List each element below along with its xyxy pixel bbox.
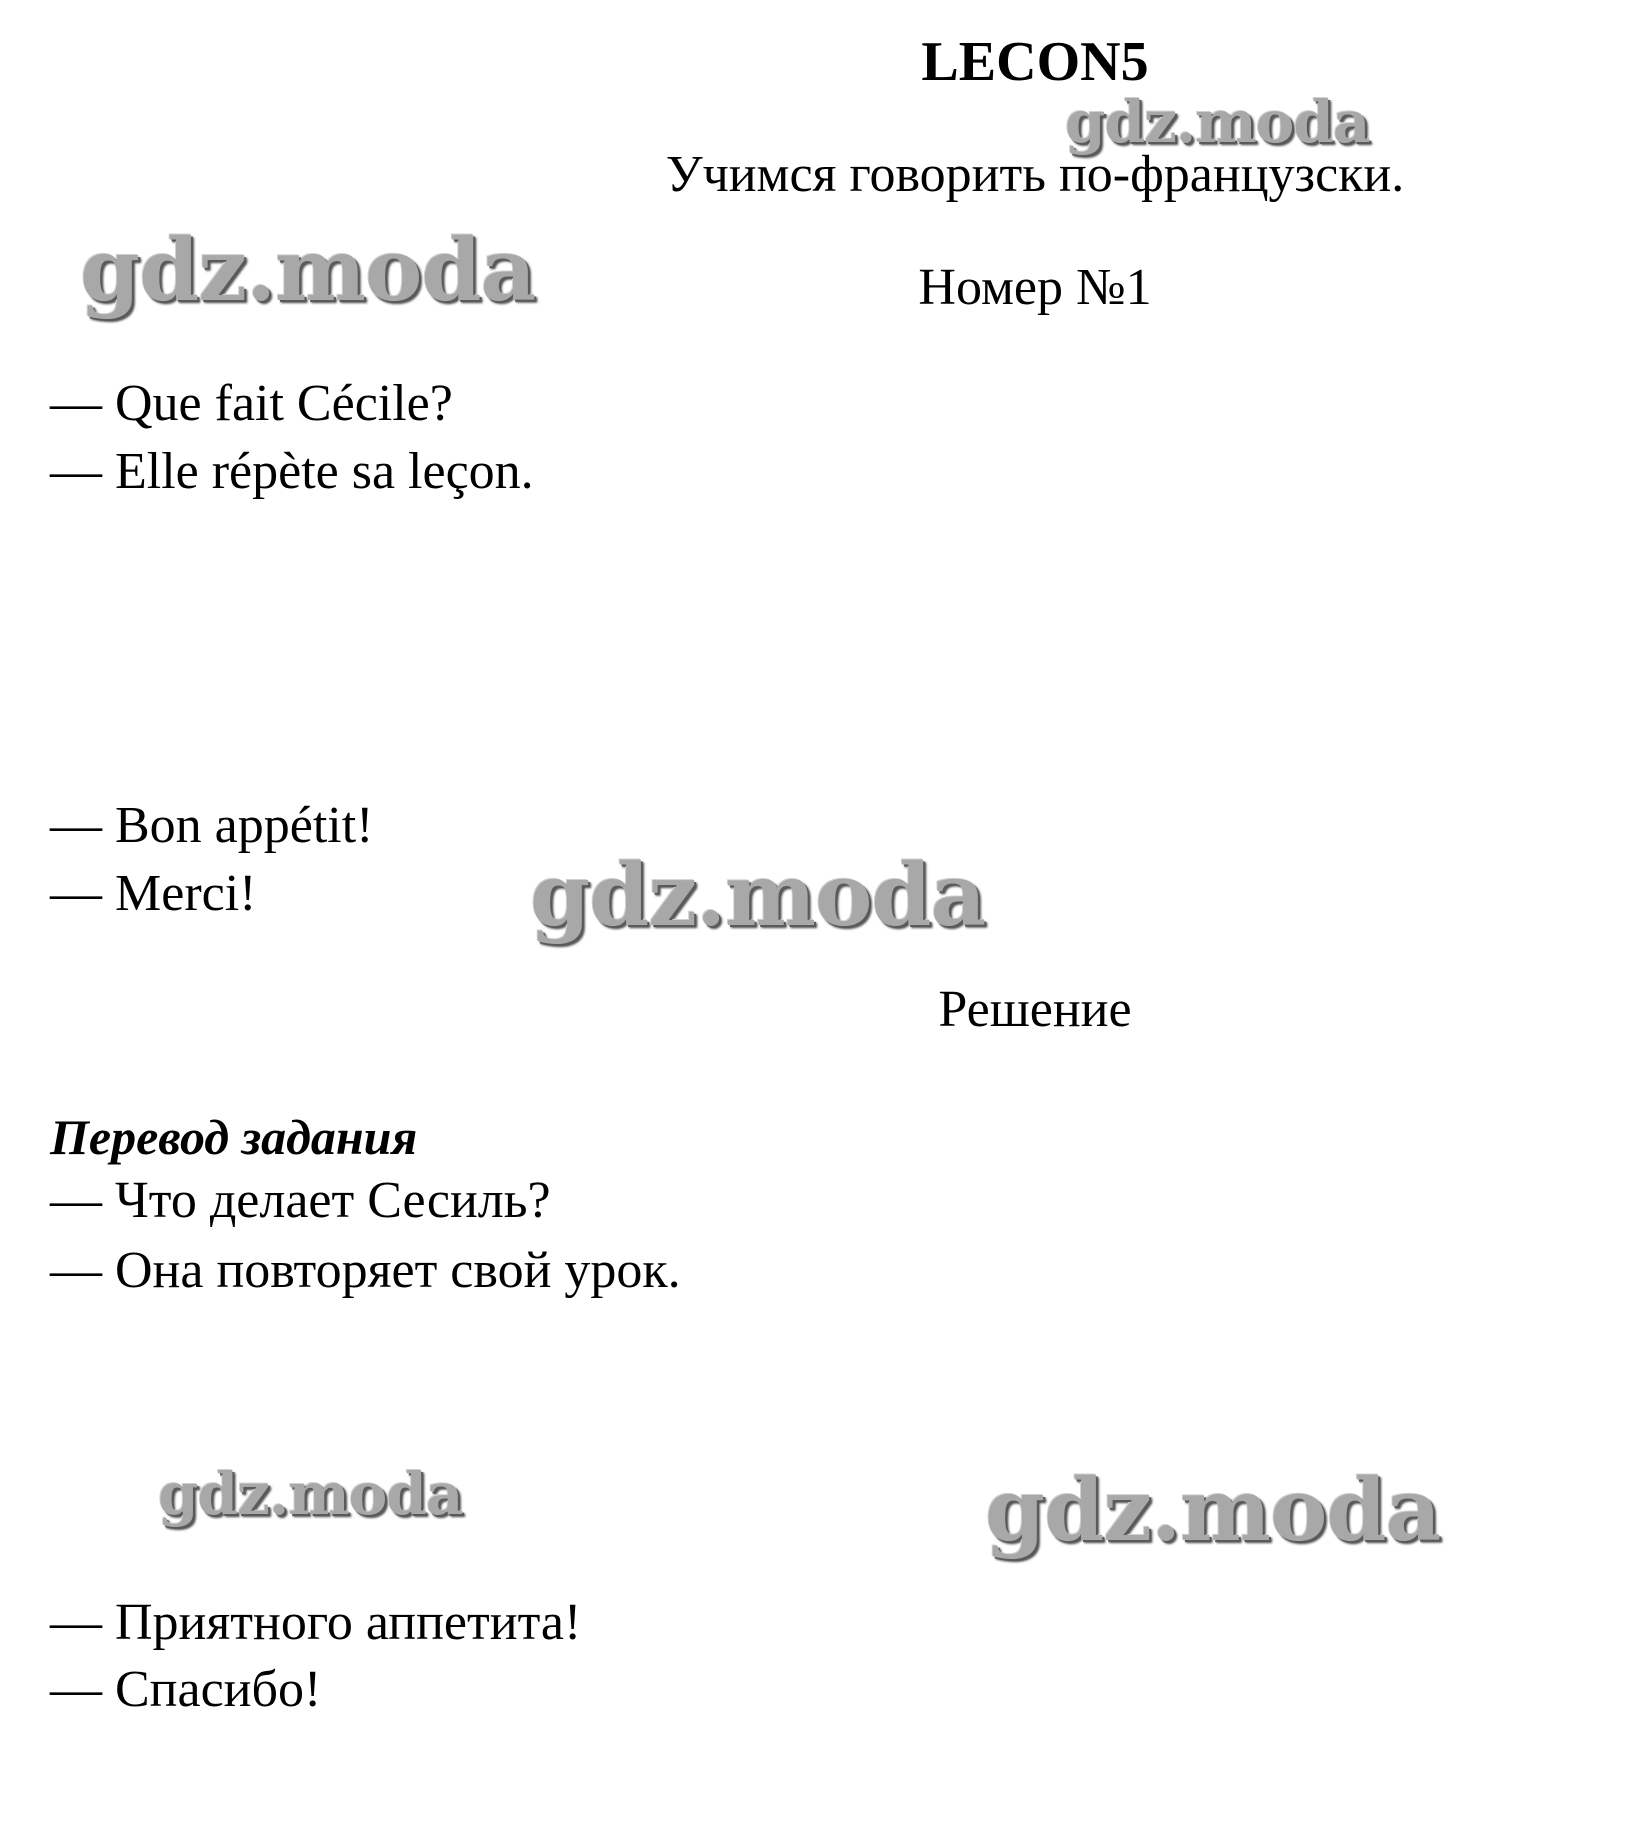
- lesson-title: LECON5: [921, 31, 1149, 93]
- watermark-logo: gdz.moda: [158, 1460, 463, 1528]
- watermark-logo: gdz.moda: [1065, 88, 1370, 156]
- watermark-logo: gdz.moda: [530, 845, 986, 946]
- solution-dialogue-2-line-2: — Спасибо!: [50, 1661, 322, 1718]
- watermark-logo: gdz.moda: [80, 220, 536, 321]
- solution-dialogue-2-line-1: — Приятного аппетита!: [50, 1594, 582, 1651]
- exercise-dialogue-2-line-1: — Bon appétit!: [50, 797, 374, 854]
- solution-dialogue-1-line-1: — Что делает Сесиль?: [50, 1172, 551, 1229]
- exercise-number: Номер №1: [918, 259, 1152, 316]
- watermark-logo: gdz.moda: [985, 1460, 1441, 1561]
- lesson-subtitle: Учимся говорить по-французски.: [665, 146, 1405, 203]
- solution-dialogue-1-line-2: — Она повторяет свой урок.: [50, 1242, 681, 1299]
- exercise-dialogue-2-line-2: — Merci!: [50, 865, 257, 922]
- exercise-dialogue-1-line-1: — Que fait Cécile?: [50, 375, 453, 432]
- solution-heading: Решение: [938, 981, 1132, 1038]
- exercise-dialogue-1-line-2: — Elle répète sa leçon.: [50, 443, 534, 500]
- task-translation-label: Перевод задания: [50, 1109, 418, 1165]
